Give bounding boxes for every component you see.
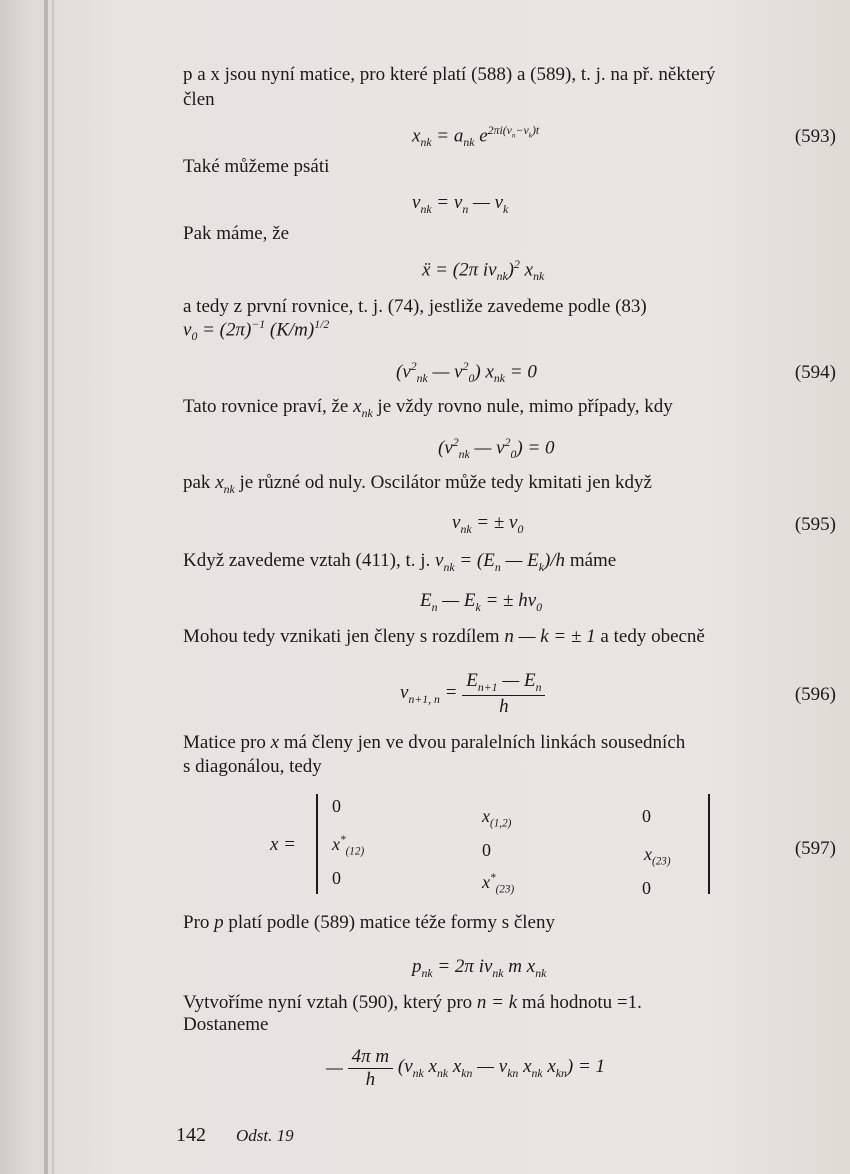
math-inline: n = k <box>476 992 518 1013</box>
equation-number: (596) <box>794 684 836 705</box>
equation: $x_{nk} = a_{nk}$ $e^{2\pi i(\nu_n-\nu_k)t}$ <box>412 124 540 150</box>
fraction: $\frac{E_{n+1} — E_n}{h}$ <box>462 670 545 718</box>
math-inline: $x_{nk}$ <box>353 396 373 420</box>
text-fragment: je různé od nuly. Oscilátor může tedy kmitati jen když <box>239 472 652 493</box>
text-line: a tedy z první rovnice, t. j. (74), jestliže zavedeme podle (83) <box>183 296 647 317</box>
text-line: člen <box>183 89 215 110</box>
text-fragment: Vytvoříme nyní vztah (590), který pro <box>183 992 473 1013</box>
matrix-cell: $x_{(1,2)}$ <box>482 806 512 830</box>
equation: ẍ = (2π $i\nu_{nk})^2$ $x_{nk}$ <box>422 258 545 284</box>
equation: — $\frac{\text{4π m}}{h}$ ($\nu_{nk}$ $x_{nk}$ $x_{kn}$ — $\nu_{kn}$ $x_{nk}$ $x_{kn}) = 1$ <box>326 1046 606 1090</box>
equation: ($\nu^2_{nk}$ — $\nu^2_0) = 0$ <box>438 436 555 462</box>
matrix-cell: $x_{(23)}$ <box>644 844 671 868</box>
math-inline: x <box>270 732 280 753</box>
equation: $p_{nk} = 2\pi$ $i\nu_{nk}$ m $x_{nk}$ <box>412 956 547 980</box>
matrix-lhs: x = <box>270 834 297 855</box>
math-inline: $\nu_{nk} = (E_n$ — $E_k)/h$ <box>435 550 566 574</box>
text-fragment: pak <box>183 472 211 493</box>
text-fragment: Když zavedeme vztah (411), t. j. <box>183 550 431 571</box>
text-line <box>183 472 652 496</box>
equation-number: (594) <box>794 362 836 383</box>
text-fragment: =1. <box>616 992 642 1013</box>
equation: $E_n$ — $E_k$ = ± $h\nu_0$ <box>420 590 543 614</box>
text-fragment: má členy jen ve dvou paralelních linkách sousedních <box>283 732 686 753</box>
math-inline: $x_{nk}$ <box>215 472 235 496</box>
matrix-cell: 0 <box>642 806 651 826</box>
text-line: Dostaneme <box>183 1014 269 1035</box>
text-fragment: Pro <box>183 912 210 933</box>
text-line: p a x jsou nyní matice, pro které platí (588) a (589), t. j. na př. některý <box>183 64 716 85</box>
matrix-cell: 0 <box>332 868 341 888</box>
text-line <box>183 732 685 754</box>
equation: $\nu_{nk} = \nu_n$ — $\nu_k$ <box>412 192 509 216</box>
equation-inline: $\nu_0 = (2\pi)^{-1}$ $(K/m)^{1/2}$ <box>183 318 330 344</box>
matrix-cell: 0 <box>482 840 491 860</box>
matrix <box>316 794 710 898</box>
equation: $\nu_{nk}$ = ± $\nu_0$ <box>452 512 524 536</box>
text-line: Pak máme, že <box>183 223 290 244</box>
text-fragment: je vždy rovno nule, mimo případy, kdy <box>377 396 673 417</box>
page-number: 142 <box>176 1124 206 1146</box>
equation-number: (595) <box>794 514 836 535</box>
book-binding-shadow <box>44 0 48 1174</box>
text-fragment: Matice pro <box>183 732 266 753</box>
text-fragment: Tato rovnice praví, že <box>183 396 349 417</box>
fraction: $\frac{\text{4π m}}{h}$ <box>348 1046 394 1091</box>
text-line <box>183 912 555 934</box>
math-inline: n — k = ± 1 <box>504 626 596 647</box>
text-line: s diagonálou, tedy <box>183 756 322 777</box>
text-line <box>183 396 673 420</box>
equation-number: (593) <box>794 126 836 147</box>
text-fragment: máme <box>569 550 617 571</box>
text-fragment: má hodnotu <box>521 992 613 1013</box>
equation: $\nu_{n+1, n}$ = $\frac{E_{n+1} — E_n}{h}$ <box>400 670 545 718</box>
text-line <box>183 626 705 648</box>
text-line <box>183 992 642 1014</box>
equation-number: (597) <box>794 838 836 859</box>
matrix-cell: $x^*_{(12)}$ <box>332 834 365 858</box>
text-fragment: a tedy obecně <box>600 626 705 647</box>
math-inline: p <box>214 912 224 933</box>
matrix-cell: 0 <box>642 878 651 898</box>
text-fragment: platí podle (589) matice téže formy s členy <box>228 912 555 933</box>
matrix-cell: 0 <box>332 796 341 816</box>
text-line: Také můžeme psáti <box>183 156 330 177</box>
text-fragment: Mohou tedy vznikati jen členy s rozdílem <box>183 626 500 647</box>
book-binding-line <box>52 0 54 1174</box>
text-line <box>183 550 616 574</box>
matrix-cell: $x^*_{(23)}$ <box>482 872 515 896</box>
equation: ($\nu^2_{nk}$ — $\nu^2_0$) $x_{nk} = 0$ <box>396 360 537 386</box>
section-label: Odst. 19 <box>236 1126 294 1145</box>
